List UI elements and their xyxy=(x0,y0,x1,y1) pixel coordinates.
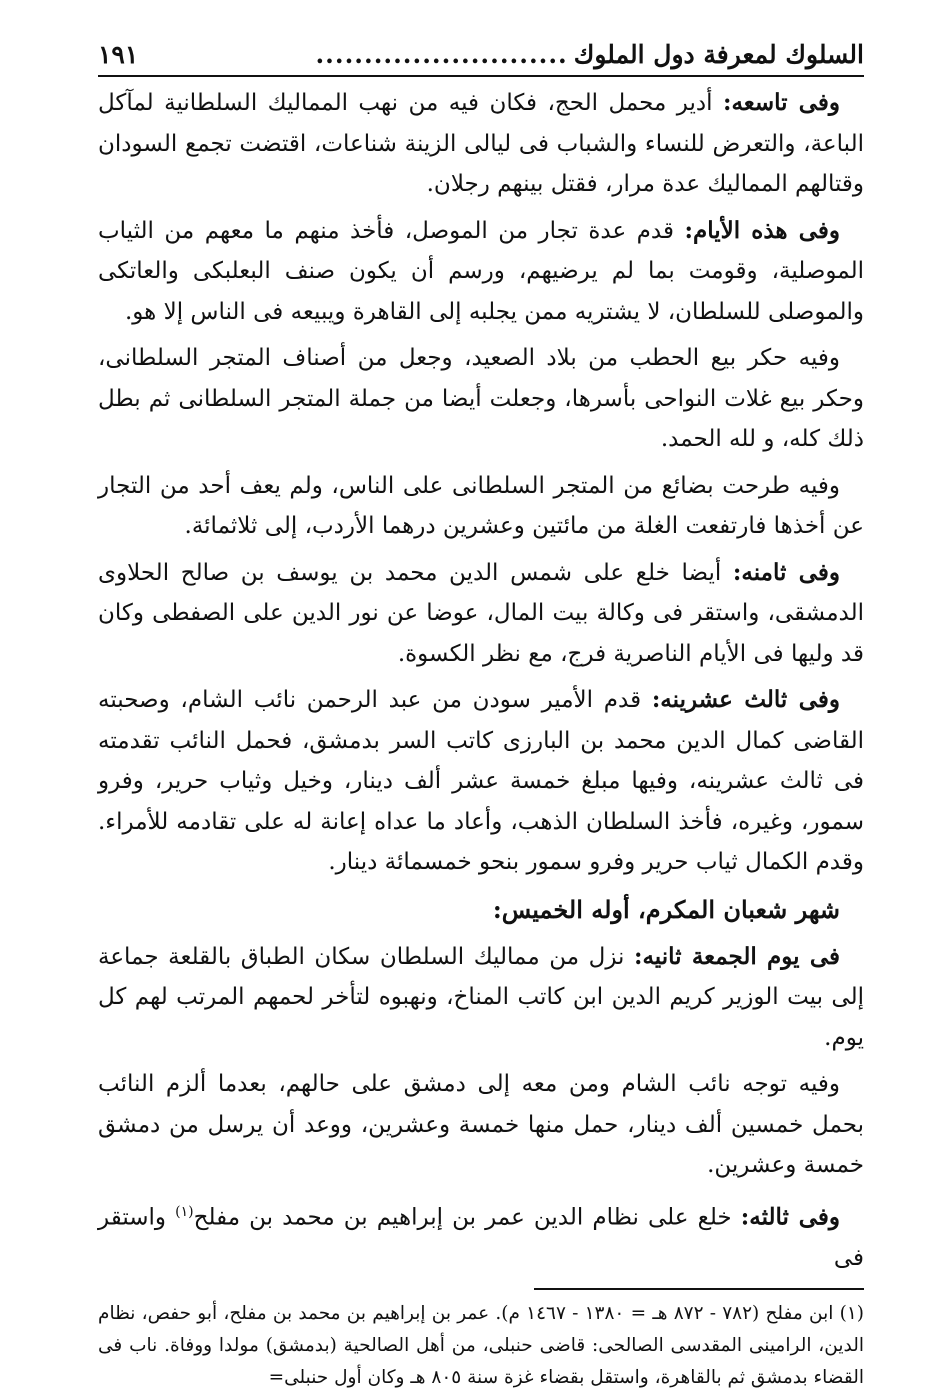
paragraph-text: أيضا خلع على شمس الدين محمد بن يوسف بن صالح الحلاوى الدمشقى، واستقر فى وكالة بيت المال، عوضا عن نور الدين على الصفطى وكان قد وليها فى الأيام الناصرية فرج، مع نظر الكسوة. xyxy=(98,559,864,667)
paragraph xyxy=(98,937,864,1059)
paragraph-lead: فى يوم الجمعة ثانيه: xyxy=(633,942,840,970)
paragraph-text: واستقر فى xyxy=(98,1204,864,1271)
body-text xyxy=(98,83,864,1278)
paragraph-lead: وفى ثالث عشرينه: xyxy=(651,686,840,713)
paragraph-lead: وفى ثالثه: xyxy=(740,1203,840,1231)
paragraph-lead: وفى ثامنه: xyxy=(732,558,840,586)
paragraph xyxy=(98,466,864,547)
paragraph-text: قدم عدة تجار من الموصل، فأخذ منهم ما معهم من الثياب الموصلية، وقومت بما لم يرضيهم، ورسم أن يكون صنف البعلبكى والعاتكى والموصلى للسلطان، لا يشتريه ممن يجلبه إلى القاهرة ويبيعه فى الناس إلا هو. xyxy=(98,217,864,325)
paragraph xyxy=(98,83,864,205)
book-title: السلوك لمعرفة دول الملوك xyxy=(573,40,864,69)
header-leader-dots: .......................... xyxy=(315,40,568,69)
footnote-divider xyxy=(534,1288,864,1290)
page-number: ١٩١ xyxy=(98,40,139,69)
paragraph xyxy=(98,1192,864,1279)
paragraph-text: خلع على نظام الدين عمر بن إبراهيم بن محمد بن مفلح xyxy=(193,1204,741,1231)
paragraph xyxy=(98,211,864,333)
paragraph-text: نزل من مماليك السلطان سكان الطباق بالقلعة جماعة إلى بيت الوزير كريم الدين ابن كاتب المناخ، ونهبوه لتأخر لحمهم المرتب لهم كل يوم. xyxy=(98,943,864,1051)
paragraph-text: وفيه طرحت بضائع من المتجر السلطانى على الناس، ولم يعف أحد من التجار عن أخذها فارتفعت الغلة من مائتين وعشرين درهما الأردب، إلى ثلاثمائة. xyxy=(98,472,864,539)
running-header xyxy=(98,40,864,77)
paragraph xyxy=(98,680,864,883)
paragraph-text: أدير محمل الحج، فكان فيه من نهب المماليك السلطانية لمآكل الباعة، والتعرض للنساء والشباب فى ليالى الزينة شناعات، اقتضت تجمع السودان وقتالهم المماليك عدة مرار، فقتل بينهم رجلان. xyxy=(98,90,864,197)
footnote-reference[interactable]: (١) xyxy=(175,1203,194,1220)
paragraph xyxy=(98,1064,864,1186)
paragraph xyxy=(98,338,864,460)
paragraph-lead: وفى تاسعه: xyxy=(722,89,840,116)
paragraph-text: وفيه توجه نائب الشام ومن معه إلى دمشق على حالهم، بعدما ألزم النائب بحمل خمسين ألف دينار، حمل منها خمسة وعشرين، ووعد أن يرسل من دمشق خمسة وعشرين. xyxy=(98,1071,864,1178)
paragraph xyxy=(98,553,864,675)
month-heading: شهر شعبان المكرم، أوله الخميس: xyxy=(492,894,840,924)
paragraph-lead: وفى هذه الأيام: xyxy=(684,216,840,244)
paragraph-text: وفيه حكر بيع الحطب من بلاد الصعيد، وجعل من أصناف المتجر السلطانى، وحكر بيع غلات النواحى بأسرها، وجعلت أيضا من جملة المتجر السلطانى ثم بطل ذلك كله، و لله الحمد. xyxy=(98,345,864,452)
paragraph-text: قدم الأمير سودن من عبد الرحمن نائب الشام، وصحبته القاضى كمال الدين محمد بن البارزى كاتب السر بدمشق، فحمل النائب تقدمته فى ثالث عشرينه، وفيها مبلغ خمسة عشر ألف دينار، وخيل وثياب حرير، وفرو سمور، وغيره، فأخذ السلطان الذهب، وأعاد ما عداه إعانة له على تقادمه للأمراء. وقدم الكمال ثياب حرير وفرو سمور بنحو خمسمائة دينار. xyxy=(98,687,864,875)
footnote: (١) ابن مفلح (٧٨٢ - ٨٧٢ هـ = ١٣٨٠ - ١٤٦٧ م). عمر بن إبراهيم بن محمد بن مفلح، أبو حفص، نظام الدين، الرامينى المقدسى الصالحى: قاضى حنبلى، من أهل الصالحية (بدمشق) مولدا ووفاة. ناب فى القضاء بدمشق ثم بالقاهرة، واستقل بقضاء غزة سنة ٨٠٥ هـ وكان أول حنبلى= xyxy=(98,1303,865,1389)
